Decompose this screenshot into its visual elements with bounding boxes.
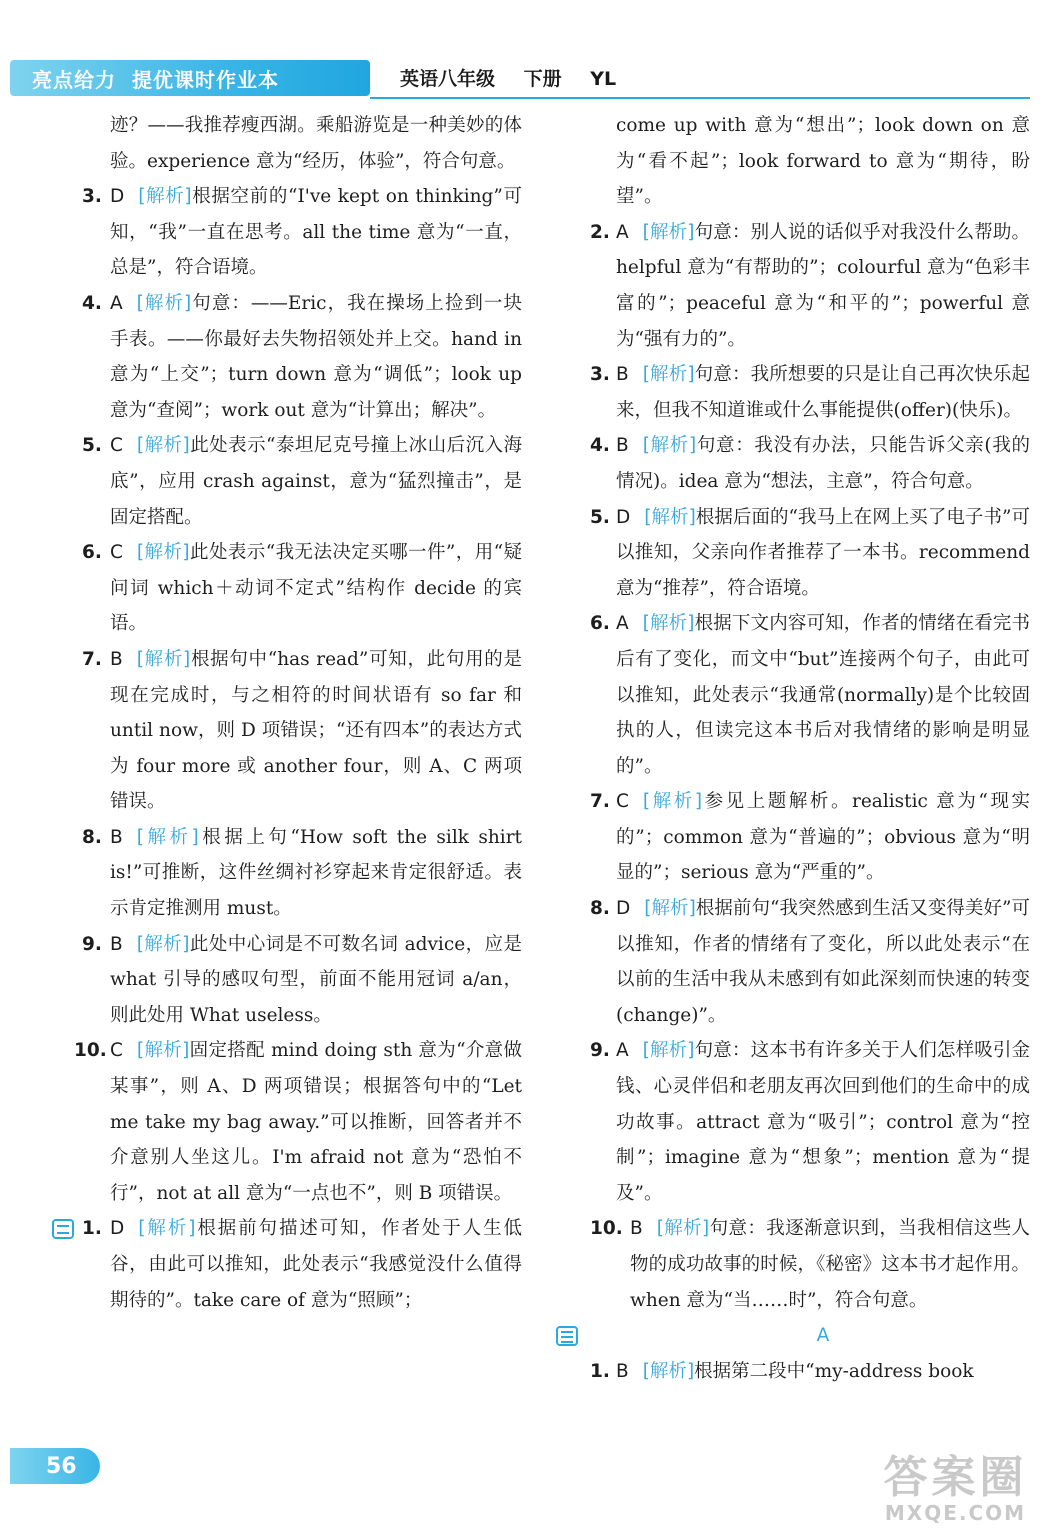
answer-choice: D (616, 506, 631, 528)
answer-item (586, 784, 1030, 891)
answer-explanation: 根据第二段中“my-address book (694, 1360, 974, 1382)
answer-number: 7. (590, 791, 610, 813)
answer-item (586, 500, 1030, 607)
analysis-tag: [解析] (136, 1040, 190, 1062)
book-info (400, 64, 638, 91)
analysis-tag: [解析] (642, 435, 697, 457)
answer-choice: A (110, 292, 123, 314)
answer-number: 1. (82, 1218, 102, 1240)
answer-item (52, 179, 522, 286)
answer-explanation: 此处中心词是不可数名词 advice，应是 what 引导的感叹句型，前面不能用冠词 a/an，则此处用 What useless。 (110, 933, 522, 1026)
answer-choice: B (110, 826, 123, 848)
answer-number: 6. (590, 613, 610, 635)
answer-choice: B (110, 933, 123, 955)
answer-number: 3. (82, 186, 102, 208)
analysis-tag: [解析] (136, 826, 199, 848)
answer-explanation: 参见上题解析。realistic 意为“现实的”；common 意为“普遍的”；obvious 意为“明显的”；serious 意为“严重的”。 (616, 791, 1030, 884)
left-column (52, 108, 522, 1318)
book-subject: 英语八年级 (400, 68, 496, 90)
passage-label: A (816, 1325, 830, 1347)
analysis-tag: [解析] (642, 613, 695, 635)
answer-number: 7. (82, 648, 102, 670)
answer-number: 1. (590, 1360, 610, 1382)
answer-number: 5. (82, 435, 102, 457)
answer-item (52, 820, 522, 927)
answer-explanation: 根据前句描述可知，作者处于人生低谷，由此可以推知，此处表示“我感觉没什么值得期待的”。take care of 意为“照顾”； (110, 1218, 522, 1311)
answer-choice: B (616, 1360, 629, 1382)
answer-item (586, 1033, 1030, 1211)
analysis-tag: [解析] (644, 506, 696, 528)
answer-choice: A (616, 221, 629, 243)
book-volume: 下册 (523, 68, 562, 90)
answer-explanation: 句意：我所想要的只是让自己再次快乐起来，但我不知道谁或什么事能提供(offer)(快乐)。 (616, 364, 1030, 421)
analysis-tag: [解析] (138, 186, 192, 208)
analysis-tag: [解析] (138, 1218, 196, 1240)
answer-explanation: 此处表示“我无法决定买哪一件”，用“疑问词 which＋动词不定式”结构作 decide 的宾语。 (110, 542, 522, 635)
left-continued-text: 迹？——我推荐瘦西湖。乘船游览是一种美妙的体验。experience 意为“经历，体验”，符合句意。 (110, 115, 522, 172)
answer-choice: B (616, 435, 629, 457)
answer-item (52, 927, 522, 1034)
answer-explanation: 根据下文内容可知，作者的情绪在看完书后有了变化，而文中“but”连接两个句子，由此可以推知，此处表示“我通常(normally)是个比较固执的人，但读完这本书后对我情绪的影响是明显的”。 (616, 613, 1030, 777)
analysis-tag: [解析] (642, 221, 695, 243)
header-rule (370, 97, 1030, 99)
answer-item (586, 606, 1030, 784)
answer-number: 4. (82, 292, 102, 314)
analysis-tag: [解析] (642, 364, 695, 386)
answer-number: 2. (590, 221, 610, 243)
section-two-first-item (52, 1211, 522, 1318)
answer-explanation: 根据前句“我突然感到生活又变得美好”可以推知，作者的情绪有了变化，所以此处表示“在以前的生活中我从未感到有如此深刻而快速的转变(change)”。 (616, 898, 1030, 1026)
answer-choice: D (110, 186, 125, 208)
answer-number: 9. (590, 1040, 610, 1062)
answer-number: 10. (590, 1218, 623, 1240)
analysis-tag: [解析] (642, 1360, 695, 1382)
brand-name: 亮点给力 (32, 67, 116, 92)
answer-choice: B (630, 1218, 643, 1240)
analysis-tag: [解析] (136, 648, 191, 670)
answer-choice: C (110, 1040, 123, 1062)
analysis-tag: [解析] (136, 933, 190, 955)
answer-item (586, 428, 1030, 499)
analysis-tag: [解析] (642, 1040, 695, 1062)
answer-item (586, 1354, 1030, 1390)
answer-number: 6. (82, 542, 102, 564)
answer-item (586, 215, 1030, 357)
page-header (0, 0, 1052, 100)
answer-explanation: 根据上句“How soft the silk shirt is!”可推断，这件丝绸衬衫穿起来肯定很舒适。表示肯定推测用 must。 (110, 826, 522, 920)
answer-item (52, 642, 522, 820)
analysis-tag: [解析] (136, 542, 190, 564)
answer-choice: D (616, 898, 631, 920)
answer-number: 8. (590, 898, 610, 920)
analysis-tag: [解析] (136, 435, 190, 457)
answer-choice: D (110, 1218, 125, 1240)
answer-explanation: 句意：这本书有许多关于人们怎样吸引金钱、心灵伴侣和老朋友再次回到他们的生命中的成功故事。attract 意为“吸引”；control 意为“控制”；imagine 意为“想象”；mention 意为“提及”。 (616, 1040, 1030, 1204)
answer-choice: A (616, 613, 629, 635)
answer-number: 5. (590, 506, 610, 528)
right-continued-text: come up with 意为“想出”；look down on 意为“看不起”；look forward to 意为“期待，盼望”。 (616, 115, 1030, 208)
section-three-icon (556, 1326, 578, 1346)
answer-item (52, 1033, 522, 1211)
answer-choice: B (110, 648, 123, 670)
answer-choice: C (110, 435, 123, 457)
analysis-tag: [解析] (644, 898, 696, 920)
answer-number: 8. (82, 826, 102, 848)
right-column (586, 108, 1030, 1389)
brand-banner (10, 60, 370, 96)
page-number: 56 (10, 1448, 100, 1484)
answer-explanation: 句意：——Eric，我在操场上捡到一块手表。——你最好去失物招领处并上交。hand in 意为“上交”；turn down 意为“调低”；look up 意为“查阅”；work out 意为“计算出；解决”。 (110, 292, 522, 421)
answer-choice: C (110, 542, 123, 564)
answer-explanation: 根据后面的“我马上在网上买了电子书”可以推知，父亲向作者推荐了一本书。recommend 意为“推荐”，符合语境。 (616, 506, 1030, 599)
answer-item (52, 286, 522, 428)
section-two-icon (52, 1219, 74, 1239)
answer-item (586, 1211, 1030, 1318)
answer-number: 3. (590, 364, 610, 386)
analysis-tag: [解析] (656, 1218, 710, 1240)
answer-item (586, 357, 1030, 428)
watermark-logo: 答案圈 MXQE.COM (883, 1452, 1028, 1525)
answer-explanation: 根据句中“has read”可知，此句用的是现在完成时，与之相符的时间状语有 so far 和 until now，则 D 项错误；“还有四本”的表达方式为 four more 或 another four，则 A、C 两项错误。 (110, 648, 522, 813)
answer-explanation: 句意：我逐渐意识到，当我相信这些人物的成功故事的时候，《秘密》这本书才起作用。when 意为“当……时”，符合句意。 (630, 1218, 1030, 1311)
answer-choice: C (616, 791, 629, 813)
answer-item (586, 891, 1030, 1033)
brand-series: 提优课时作业本 (132, 67, 279, 92)
answer-item (52, 428, 522, 535)
answer-explanation: 根据空前的“I've kept on thinking”可知，“我”一直在思考。all the time 意为“一直，总是”，符合语境。 (110, 186, 522, 279)
answer-explanation: 固定搭配 mind doing sth 意为“介意做某事”，则 A、D 两项错误；根据答句中的“Let me take my bag away.”可以推断，回答者并不介意别人坐这儿。I'm afraid not 意为“恐怕不行”，not at all 意为“一点也不”，则 B 项错误。 (110, 1040, 522, 1204)
answer-number: 4. (590, 435, 610, 457)
answer-number: 9. (82, 933, 102, 955)
analysis-tag: [解析] (136, 292, 192, 314)
answer-explanation: 句意：我没有办法，只能告诉父亲(我的情况)。idea 意为“想法，主意”，符合句意。 (616, 435, 1030, 492)
answer-item (52, 535, 522, 642)
answer-explanation: 句意：别人说的话似乎对我没什么帮助。helpful 意为“有帮助的”；colourful 意为“色彩丰富的”；peaceful 意为“和平的”；powerful 意为“强有力的”。 (616, 221, 1030, 350)
answer-choice: B (616, 364, 629, 386)
answer-number: 10. (74, 1040, 107, 1062)
section-three-heading (586, 1318, 1030, 1354)
answer-explanation: 此处表示“泰坦尼克号撞上冰山后沉入海底”，应用 crash against，意为“猛烈撞击”，是固定搭配。 (110, 435, 522, 528)
answer-choice: A (616, 1040, 629, 1062)
book-edition: YL (590, 68, 617, 90)
analysis-tag: [解析] (642, 791, 703, 813)
